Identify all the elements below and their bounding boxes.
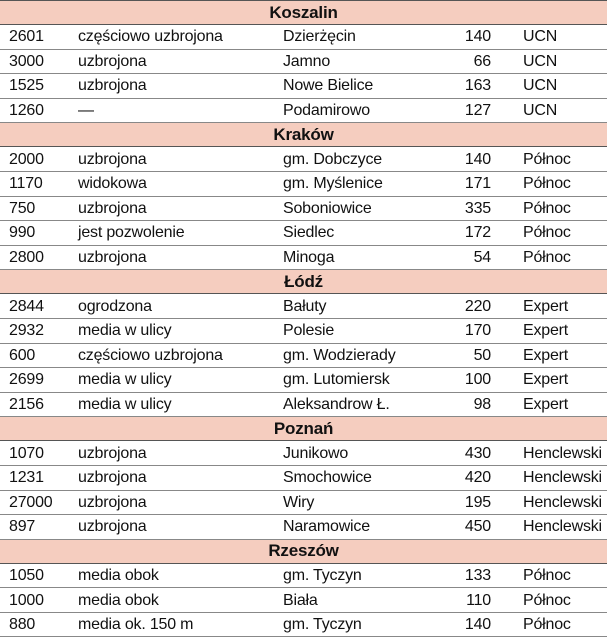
table-row xyxy=(0,612,607,637)
loc-cell: Dzierżęcin xyxy=(275,25,425,50)
price-cell: 66 xyxy=(425,49,495,74)
loc-cell: gm. Dobczyce xyxy=(275,147,425,172)
table-row xyxy=(0,563,607,588)
loc-cell: Jamno xyxy=(275,49,425,74)
agent-cell: Expert xyxy=(495,343,607,368)
area-cell: 750 xyxy=(0,196,70,221)
section-header xyxy=(0,1,607,25)
table-row xyxy=(0,74,607,99)
agent-cell: UCN xyxy=(495,25,607,50)
area-cell: 1170 xyxy=(0,171,70,196)
table-row xyxy=(0,441,607,466)
city-name: Rzeszów xyxy=(0,539,607,563)
agent-cell: Północ xyxy=(495,147,607,172)
area-cell: 2699 xyxy=(0,368,70,393)
section-header xyxy=(0,539,607,563)
agent-cell: Expert xyxy=(495,294,607,319)
agent-cell: Henclewski xyxy=(495,515,607,540)
table-row xyxy=(0,343,607,368)
table-row xyxy=(0,147,607,172)
price-cell: 195 xyxy=(425,490,495,515)
section-header xyxy=(0,417,607,441)
state-cell: uzbrojona xyxy=(70,49,275,74)
agent-cell: Północ xyxy=(495,171,607,196)
price-cell: 171 xyxy=(425,171,495,196)
area-cell: 3000 xyxy=(0,49,70,74)
table-row xyxy=(0,196,607,221)
price-cell: 163 xyxy=(425,74,495,99)
agent-cell: UCN xyxy=(495,74,607,99)
loc-cell: Naramowice xyxy=(275,515,425,540)
area-cell: 2800 xyxy=(0,245,70,270)
area-cell: 1231 xyxy=(0,465,70,490)
state-cell: uzbrojona xyxy=(70,515,275,540)
area-cell: 2000 xyxy=(0,147,70,172)
state-cell: media obok xyxy=(70,563,275,588)
price-cell: 420 xyxy=(425,465,495,490)
table-row xyxy=(0,368,607,393)
table-row xyxy=(0,245,607,270)
agent-cell: UCN xyxy=(495,49,607,74)
price-cell: 133 xyxy=(425,563,495,588)
state-cell: uzbrojona xyxy=(70,74,275,99)
table-row xyxy=(0,25,607,50)
loc-cell: gm. Wodzierady xyxy=(275,343,425,368)
state-cell: uzbrojona xyxy=(70,245,275,270)
loc-cell: Siedlec xyxy=(275,221,425,246)
loc-cell: Junikowo xyxy=(275,441,425,466)
price-cell: 172 xyxy=(425,221,495,246)
section-header xyxy=(0,270,607,294)
state-cell: media obok xyxy=(70,588,275,613)
table-row xyxy=(0,490,607,515)
area-cell: 27000 xyxy=(0,490,70,515)
city-name: Łódź xyxy=(0,270,607,294)
loc-cell: Wiry xyxy=(275,490,425,515)
loc-cell: gm. Tyczyn xyxy=(275,612,425,637)
area-cell: 2844 xyxy=(0,294,70,319)
state-cell: widokowa xyxy=(70,171,275,196)
agent-cell: UCN xyxy=(495,98,607,123)
area-cell: 2601 xyxy=(0,25,70,50)
city-name: Koszalin xyxy=(0,1,607,25)
price-cell: 140 xyxy=(425,612,495,637)
area-cell: 2932 xyxy=(0,318,70,343)
state-cell: media w ulicy xyxy=(70,368,275,393)
loc-cell: gm. Tyczyn xyxy=(275,563,425,588)
loc-cell: gm. Lutomiersk xyxy=(275,368,425,393)
agent-cell: Północ xyxy=(495,221,607,246)
section-header xyxy=(0,123,607,147)
price-cell: 98 xyxy=(425,392,495,417)
loc-cell: Bałuty xyxy=(275,294,425,319)
price-cell: 140 xyxy=(425,147,495,172)
area-cell: 1260 xyxy=(0,98,70,123)
state-cell: częściowo uzbrojona xyxy=(70,25,275,50)
agent-cell: Północ xyxy=(495,563,607,588)
state-cell: częściowo uzbrojona xyxy=(70,343,275,368)
price-cell: 170 xyxy=(425,318,495,343)
agent-cell: Północ xyxy=(495,245,607,270)
area-cell: 897 xyxy=(0,515,70,540)
table-row xyxy=(0,294,607,319)
area-cell: 1000 xyxy=(0,588,70,613)
table-row xyxy=(0,318,607,343)
agent-cell: Expert xyxy=(495,318,607,343)
agent-cell: Henclewski xyxy=(495,465,607,490)
area-cell: 2156 xyxy=(0,392,70,417)
state-cell: uzbrojona xyxy=(70,441,275,466)
price-cell: 450 xyxy=(425,515,495,540)
price-cell: 140 xyxy=(425,25,495,50)
state-cell: uzbrojona xyxy=(70,490,275,515)
state-cell: ogrodzona xyxy=(70,294,275,319)
state-cell: jest pozwolenie xyxy=(70,221,275,246)
table-body xyxy=(0,1,607,637)
state-cell: media ok. 150 m xyxy=(70,612,275,637)
agent-cell: Henclewski xyxy=(495,441,607,466)
price-cell: 50 xyxy=(425,343,495,368)
price-cell: 220 xyxy=(425,294,495,319)
loc-cell: gm. Myślenice xyxy=(275,171,425,196)
table-row xyxy=(0,515,607,540)
area-cell: 1525 xyxy=(0,74,70,99)
price-cell: 100 xyxy=(425,368,495,393)
loc-cell: Polesie xyxy=(275,318,425,343)
agent-cell: Expert xyxy=(495,392,607,417)
table-row xyxy=(0,465,607,490)
state-cell: uzbrojona xyxy=(70,465,275,490)
state-cell: uzbrojona xyxy=(70,147,275,172)
loc-cell: Nowe Bielice xyxy=(275,74,425,99)
area-cell: 1050 xyxy=(0,563,70,588)
loc-cell: Minoga xyxy=(275,245,425,270)
table-row xyxy=(0,588,607,613)
area-cell: 880 xyxy=(0,612,70,637)
city-name: Poznań xyxy=(0,417,607,441)
agent-cell: Expert xyxy=(495,368,607,393)
loc-cell: Smochowice xyxy=(275,465,425,490)
table-row xyxy=(0,221,607,246)
price-cell: 54 xyxy=(425,245,495,270)
state-cell: uzbrojona xyxy=(70,196,275,221)
agent-cell: Henclewski xyxy=(495,490,607,515)
city-name: Kraków xyxy=(0,123,607,147)
state-cell: media w ulicy xyxy=(70,318,275,343)
price-cell: 110 xyxy=(425,588,495,613)
loc-cell: Aleksandrow Ł. xyxy=(275,392,425,417)
area-cell: 600 xyxy=(0,343,70,368)
price-cell: 335 xyxy=(425,196,495,221)
agent-cell: Północ xyxy=(495,588,607,613)
agent-cell: Północ xyxy=(495,612,607,637)
agent-cell: Północ xyxy=(495,196,607,221)
loc-cell: Biała xyxy=(275,588,425,613)
table-row xyxy=(0,49,607,74)
table-row xyxy=(0,392,607,417)
area-cell: 990 xyxy=(0,221,70,246)
price-cell: 430 xyxy=(425,441,495,466)
table-row xyxy=(0,171,607,196)
table-row xyxy=(0,98,607,123)
loc-cell: Soboniowice xyxy=(275,196,425,221)
price-cell: 127 xyxy=(425,98,495,123)
loc-cell: Podamirowo xyxy=(275,98,425,123)
state-cell: media w ulicy xyxy=(70,392,275,417)
state-cell: — xyxy=(70,98,275,123)
area-cell: 1070 xyxy=(0,441,70,466)
